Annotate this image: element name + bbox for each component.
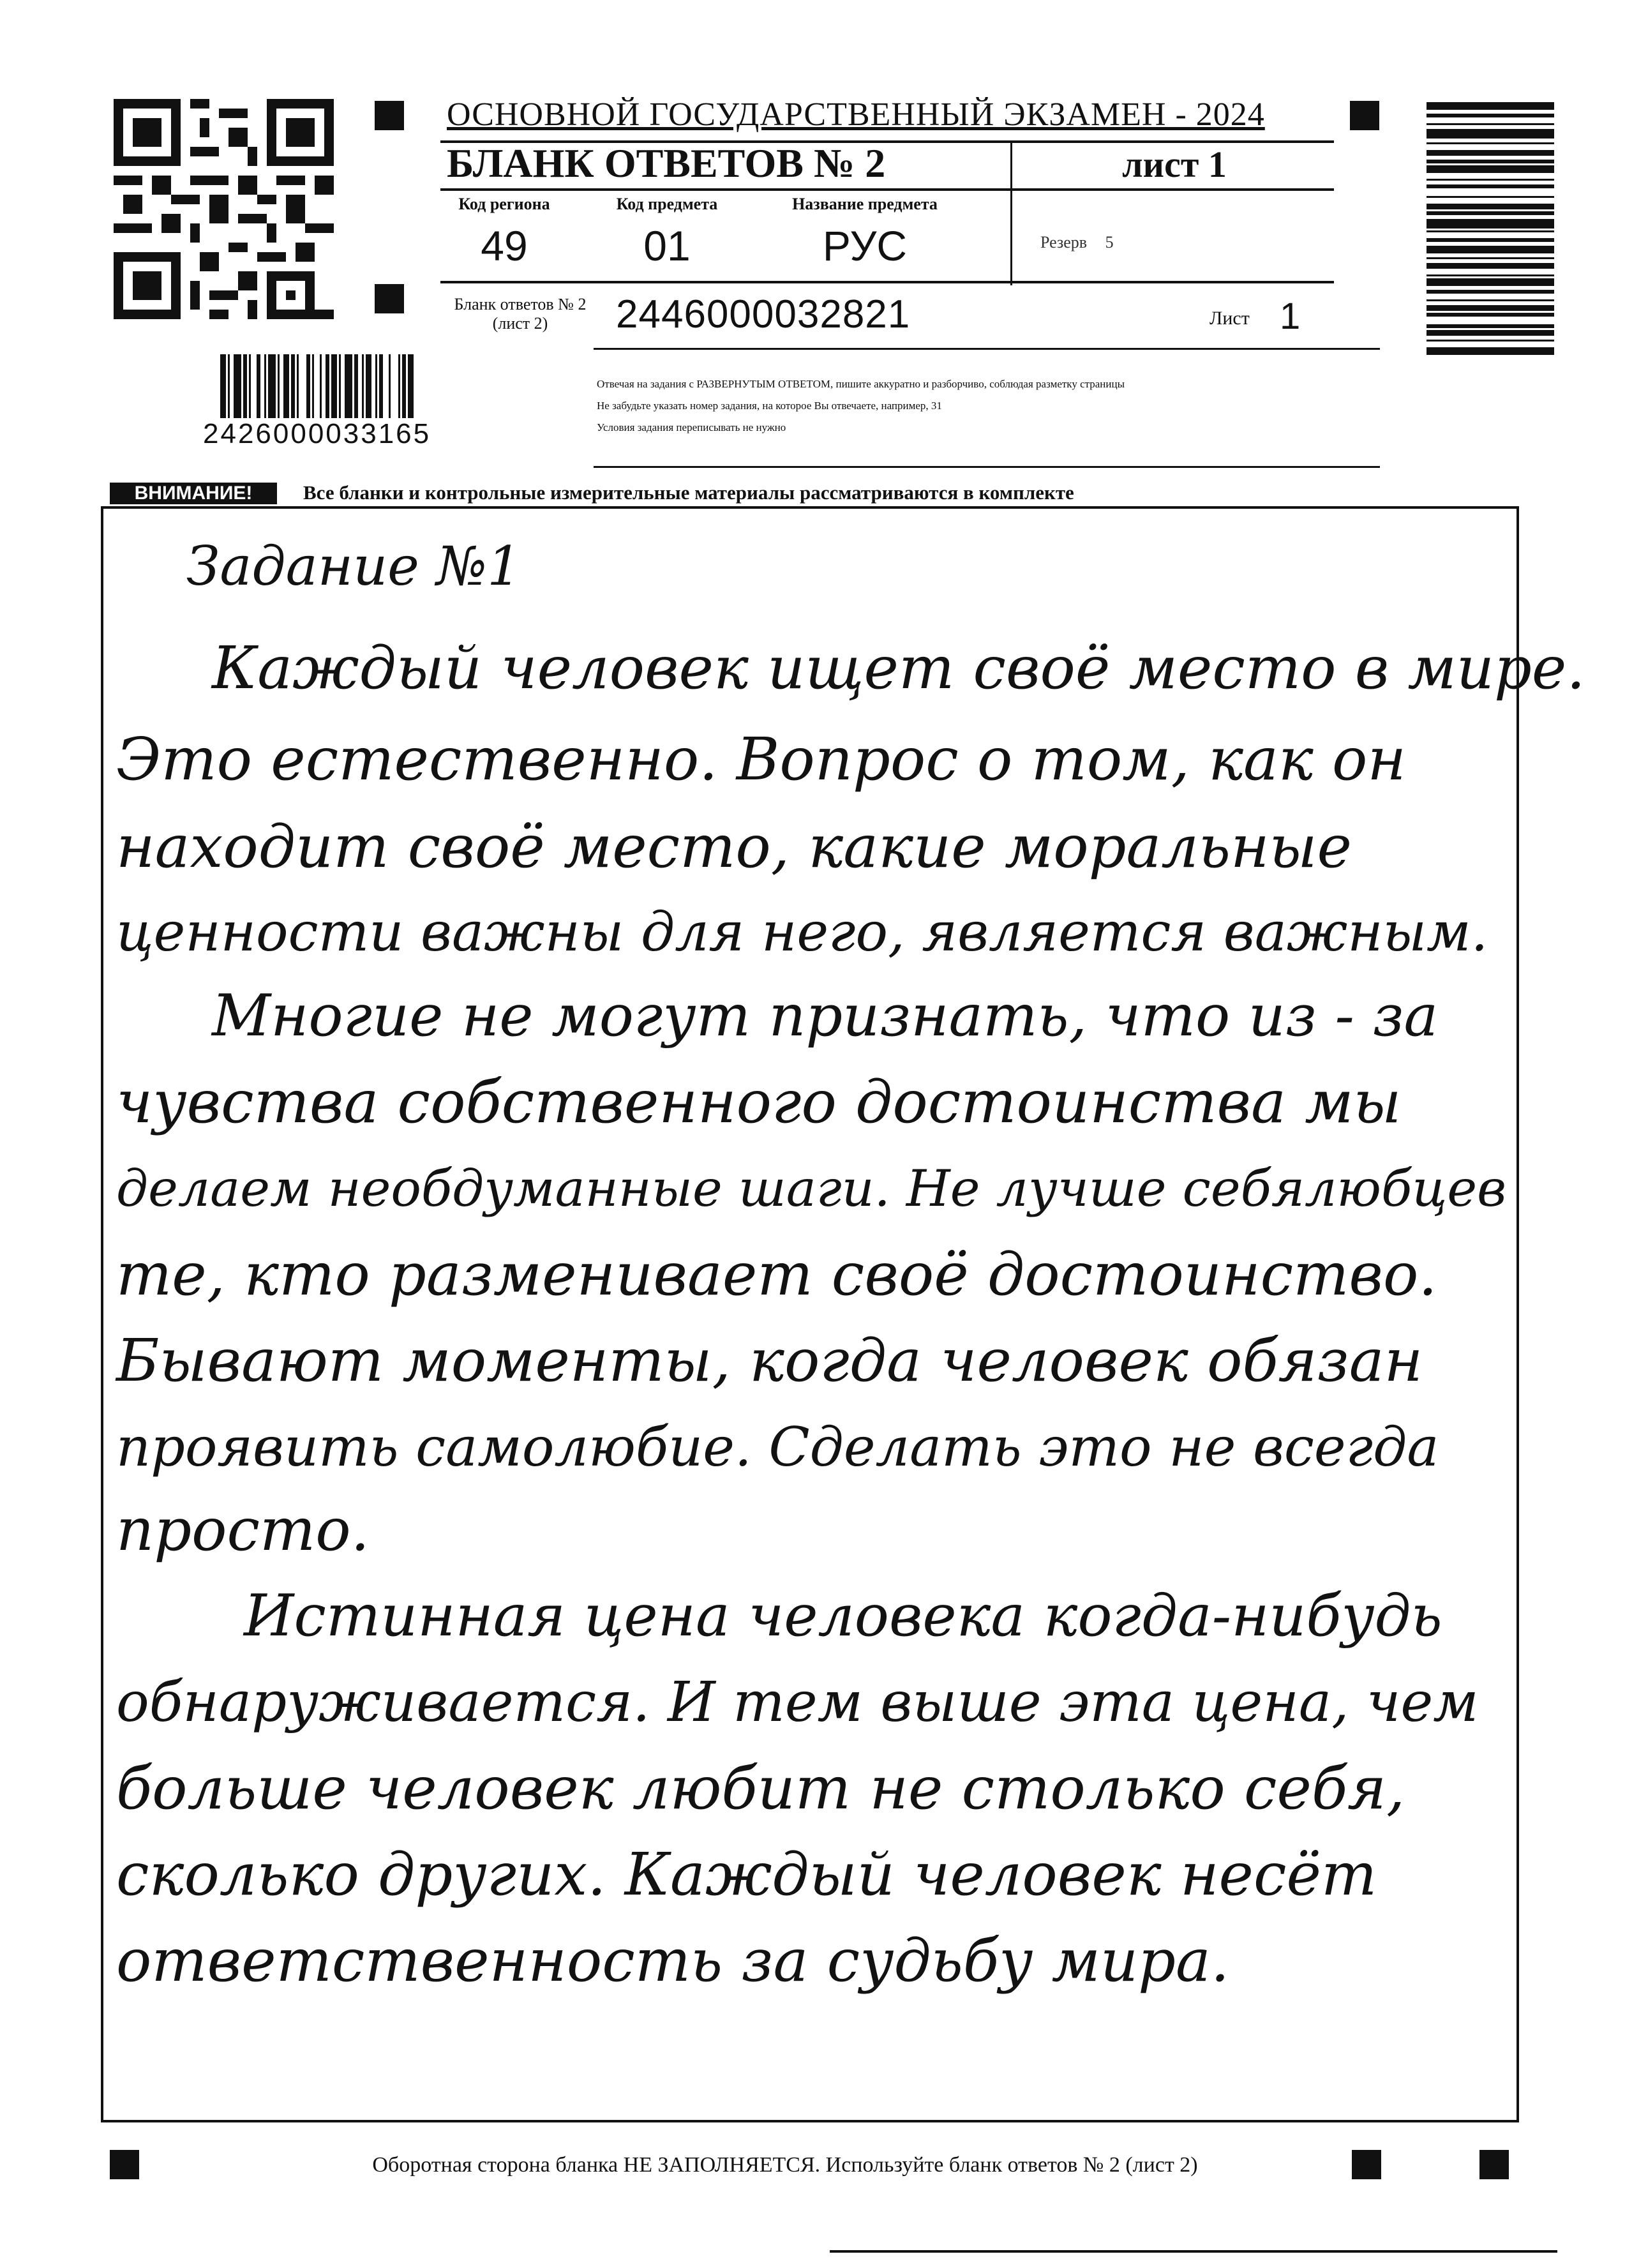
header-vertical-divider — [1010, 142, 1012, 285]
answer-line: чувства собственного достоинства мы — [116, 1068, 1402, 1136]
registration-mark-top-left — [375, 101, 404, 130]
exam-title: ОСНОВНОЙ ГОСУДАРСТВЕННЫЙ ЭКЗАМЕН - 2024 — [447, 96, 1265, 133]
answer-line: ответственность за судьбу мира. — [116, 1926, 1230, 1995]
answer-line: обнаруживается. И тем выше эта цена, чем — [116, 1671, 1479, 1734]
barcode-number: 2426000033165 — [203, 418, 431, 449]
form2-sheet2-label — [434, 295, 606, 333]
instructions — [597, 373, 1395, 439]
side-barcode-icon — [1427, 102, 1554, 463]
answer-line: находит своё место, какие моральные — [116, 813, 1352, 881]
registration-mark-top-right — [1350, 101, 1379, 130]
reserve-label: Резерв — [1040, 233, 1088, 252]
answer-line: Это естественно. Вопрос о том, как он — [116, 725, 1407, 793]
subject-name: РУС — [822, 222, 908, 269]
task-heading: Задание №1 — [186, 535, 521, 597]
instruction-line: Отвечая на задания с РАЗВЕРНУТЫМ ОТВЕТОМ, пишите аккуратно и разборчиво, соблюдая разметку страницы — [597, 378, 1125, 390]
answer-line: Каждый человек ищет своё место в мире. — [212, 634, 1585, 702]
region-code: 49 — [481, 222, 528, 269]
registration-mark-bottom-right-1 — [1352, 2150, 1381, 2179]
header-divider-lower — [440, 281, 1334, 283]
notice-text: Все бланки и контрольные измерительные материалы рассматриваются в комплекте — [303, 481, 1074, 504]
answer-line: проявить самолюбие. Сделать это не всегда — [116, 1416, 1439, 1478]
answer-line: те, кто разменивает своё достоинство. — [116, 1240, 1437, 1309]
answer-line: ценности важны для него, является важным. — [116, 901, 1488, 963]
registration-mark-bottom-right-2 — [1479, 2150, 1509, 2179]
instruction-line: Не забудьте указать номер задания, на которое Вы отвечаете, например, 31 — [597, 400, 942, 412]
answer-line: Бывают моменты, когда человек обязан — [116, 1326, 1423, 1395]
subject-code-label: Код предмета — [616, 195, 718, 213]
answer-line: просто. — [116, 1496, 370, 1564]
answer-line: Истинная цена человека когда-нибудь — [244, 1582, 1442, 1649]
answer-line: больше человек любит не столько себя, — [116, 1754, 1405, 1822]
answer-line: сколько других. Каждый человек несёт — [116, 1840, 1377, 1909]
qr-code-icon — [114, 99, 334, 319]
reserve-value: 5 — [1105, 233, 1114, 252]
registration-mark-mid-left — [375, 284, 404, 313]
registration-mark-bottom-left — [110, 2150, 139, 2179]
sheet-label: лист 1 — [1122, 144, 1227, 185]
answer-line: делаем необдуманные шаги. Не лучше себялюбцев — [116, 1159, 1507, 1218]
form2-sheet2-label-line2: (лист 2) — [492, 314, 548, 333]
region-code-label: Код региона — [458, 195, 550, 213]
answer-line: Многие не могут признать, что из - за — [212, 982, 1439, 1049]
form2-sheet2-number: 2446000032821 — [616, 292, 911, 336]
header-divider-mid — [440, 188, 1334, 191]
instruction-line: Условия задания переписывать не нужно — [597, 421, 786, 433]
footer-text: Оборотная сторона бланка НЕ ЗАПОЛНЯЕТСЯ. Используйте бланк ответов № 2 (лист 2) — [372, 2153, 1198, 2177]
subject-code: 01 — [643, 222, 691, 269]
form2-sheet2-label-line1: Бланк ответов № 2 — [454, 295, 587, 313]
footer-rule — [830, 2250, 1557, 2253]
form-title: БЛАНК ОТВЕТОВ № 2 — [447, 140, 886, 186]
notice-badge: ВНИМАНИЕ! — [110, 483, 277, 504]
subject-name-label: Название предмета — [792, 195, 938, 213]
reserve-field — [1040, 233, 1114, 252]
header-divider-bottom — [594, 348, 1380, 350]
sheet-small-value: 1 — [1280, 296, 1301, 337]
instructions-divider — [594, 466, 1380, 468]
answer-box — [101, 506, 1585, 2122]
barcode-icon — [220, 354, 552, 418]
sheet-small-label: Лист — [1209, 308, 1250, 329]
